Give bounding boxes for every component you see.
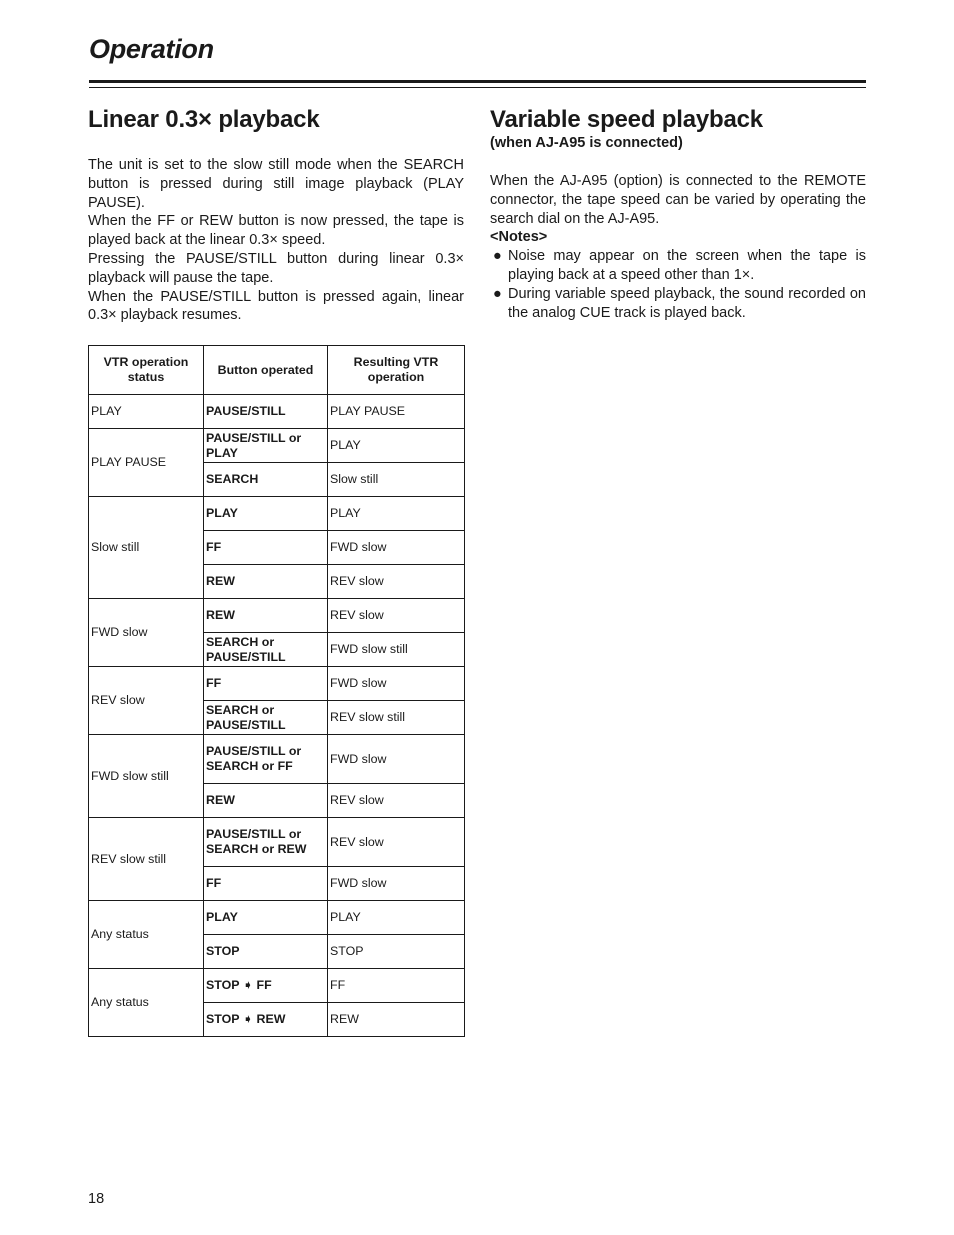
cell-button-operated: SEARCH <box>204 463 328 497</box>
linear-playback-body <box>88 156 464 325</box>
cell-resulting-operation: REV slow <box>328 818 465 867</box>
table-row <box>89 735 465 784</box>
notes-label: <Notes> <box>490 229 548 246</box>
cell-resulting-operation: FWD slow still <box>328 633 465 667</box>
header-resulting-operation: Resulting VTR operation <box>328 346 465 395</box>
cell-button-operated: PAUSE/STILL or SEARCH or FF <box>204 735 328 784</box>
linear-paragraph: When the FF or REW button is now pressed, the tape is played back at the linear 0.3× speed. <box>88 213 464 249</box>
cell-resulting-operation: REV slow <box>328 784 465 818</box>
cell-resulting-operation: FWD slow <box>328 667 465 701</box>
cell-resulting-operation: STOP <box>328 935 465 969</box>
header-rule-thick <box>89 80 866 83</box>
table-body <box>89 395 465 1037</box>
cell-vtr-status: Slow still <box>89 497 204 599</box>
cell-resulting-operation: PLAY <box>328 497 465 531</box>
table-row <box>89 901 465 935</box>
cell-button-operated: PLAY <box>204 497 328 531</box>
variable-speed-heading: Variable speed playback <box>490 106 763 133</box>
header-vtr-status: VTR operation status <box>89 346 204 395</box>
header-button-operated: Button operated <box>204 346 328 395</box>
notes-list <box>490 247 866 322</box>
table-header-row <box>89 346 465 395</box>
page-number: 18 <box>88 1191 105 1207</box>
linear-playback-section <box>88 104 464 325</box>
linear-paragraph: When the PAUSE/STILL button is pressed again, linear 0.3× playback resumes. <box>88 288 464 324</box>
note-item <box>490 247 866 285</box>
cell-vtr-status: REV slow still <box>89 818 204 901</box>
cell-vtr-status: PLAY <box>89 395 204 429</box>
cell-button-operated: PAUSE/STILL or SEARCH or REW <box>204 818 328 867</box>
note-text: During variable speed playback, the sound recorded on the analog CUE track is played back. <box>508 285 866 321</box>
table-row <box>89 818 465 867</box>
bullet-icon: ● <box>493 248 502 265</box>
cell-vtr-status: FWD slow <box>89 599 204 667</box>
cell-button-operated: FF <box>204 531 328 565</box>
cell-button-operated: PLAY <box>204 901 328 935</box>
header-rule-thin <box>89 87 866 88</box>
cell-button-operated: FF <box>204 667 328 701</box>
cell-button-operated: PAUSE/STILL or PLAY <box>204 429 328 463</box>
cell-button-operated: STOP ➧ REW <box>204 1003 328 1037</box>
table-row <box>89 667 465 701</box>
cell-resulting-operation: REV slow <box>328 599 465 633</box>
cell-button-operated: STOP ➧ FF <box>204 969 328 1003</box>
table-row <box>89 429 465 463</box>
cell-vtr-status: Any status <box>89 901 204 969</box>
cell-button-operated: SEARCH or PAUSE/STILL <box>204 633 328 667</box>
cell-resulting-operation: FWD slow <box>328 735 465 784</box>
cell-resulting-operation: REV slow <box>328 565 465 599</box>
note-item <box>490 285 866 323</box>
cell-resulting-operation: PLAY <box>328 901 465 935</box>
cell-button-operated: PAUSE/STILL <box>204 395 328 429</box>
cell-resulting-operation: REW <box>328 1003 465 1037</box>
variable-paragraph: When the AJ-A95 (option) is connected to the REMOTE connector, the tape speed can be varied by operating the search dial on the AJ-A95. <box>490 173 866 227</box>
cell-button-operated: REW <box>204 565 328 599</box>
linear-playback-heading: Linear 0.3× playback <box>88 106 320 133</box>
note-text: Noise may appear on the screen when the tape is playing back at a speed other than 1×. <box>508 248 866 283</box>
cell-resulting-operation: Slow still <box>328 463 465 497</box>
table-row <box>89 497 465 531</box>
cell-resulting-operation: REV slow still <box>328 701 465 735</box>
cell-resulting-operation: PLAY <box>328 429 465 463</box>
variable-speed-body <box>490 172 866 322</box>
table-row <box>89 969 465 1003</box>
cell-button-operated: FF <box>204 867 328 901</box>
linear-paragraph: Pressing the PAUSE/STILL button during linear 0.3× playback will pause the tape. <box>88 250 464 286</box>
variable-speed-subheading: (when AJ-A95 is connected) <box>490 135 683 151</box>
bullet-icon: ● <box>493 285 502 302</box>
cell-resulting-operation: FF <box>328 969 465 1003</box>
cell-vtr-status: REV slow <box>89 667 204 735</box>
cell-resulting-operation: FWD slow <box>328 867 465 901</box>
cell-button-operated: STOP <box>204 935 328 969</box>
cell-button-operated: SEARCH or PAUSE/STILL <box>204 701 328 735</box>
cell-resulting-operation: PLAY PAUSE <box>328 395 465 429</box>
cell-button-operated: REW <box>204 784 328 818</box>
variable-speed-section <box>490 104 866 322</box>
table-row <box>89 395 465 429</box>
page-section-title: Operation <box>89 34 214 64</box>
cell-vtr-status: FWD slow still <box>89 735 204 818</box>
cell-button-operated: REW <box>204 599 328 633</box>
table-row <box>89 599 465 633</box>
cell-vtr-status: Any status <box>89 969 204 1037</box>
cell-vtr-status: PLAY PAUSE <box>89 429 204 497</box>
cell-resulting-operation: FWD slow <box>328 531 465 565</box>
linear-paragraph: The unit is set to the slow still mode when the SEARCH button is pressed during still image playback (PLAY PAUSE). <box>88 157 464 211</box>
vtr-operation-table <box>88 345 465 1037</box>
